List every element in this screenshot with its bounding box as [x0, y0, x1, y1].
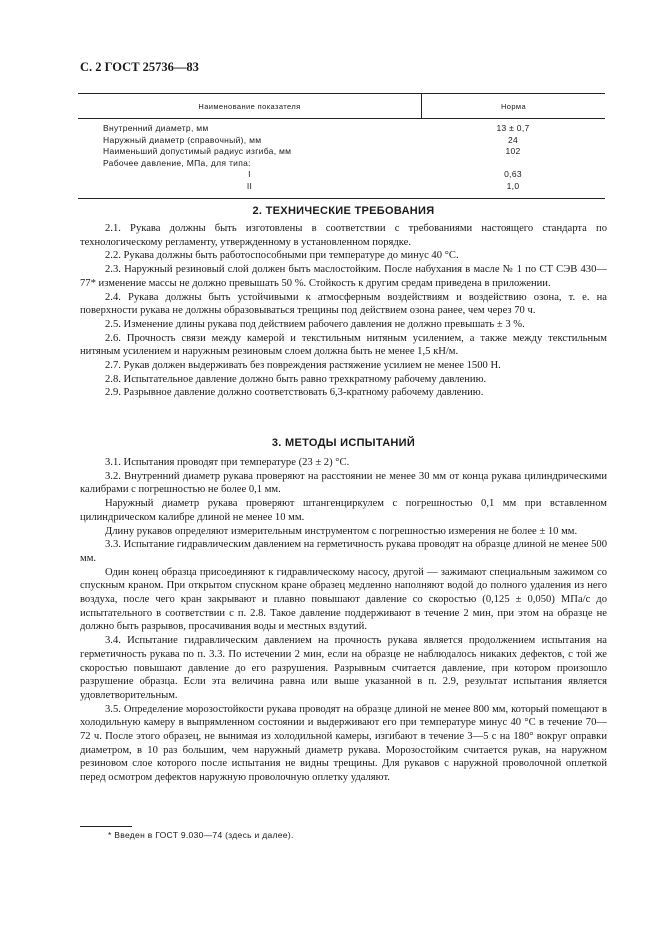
row-name: II: [246, 180, 253, 191]
table-row: [78, 169, 605, 181]
row-value: 0,63: [504, 169, 522, 179]
table-bottom-rule: [78, 198, 605, 199]
section-methods-body: [80, 456, 607, 785]
section-title-methods: 3. МЕТОДЫ ИСПЫТАНИЙ: [271, 437, 416, 449]
footnote: * Введен в ГОСТ 9.030—74 (здесь и далее).: [108, 830, 294, 840]
table-header-row: [78, 94, 605, 118]
paragraph: 2.1. Рукава должны быть изготовлены в соответствии с требованиями настоящего стандарта по технологическому регламенту, утвержденному в установленном порядке.: [80, 223, 607, 248]
paragraph: 2.2. Рукава должны быть работоспособными при температуре до минус 40 °С.: [105, 250, 459, 262]
row-value: 1,0: [506, 180, 520, 191]
paragraph: 3.4. Испытание гидравлическим давлением на прочность рукава является продолжением испытания на герметичность рукава по п. 3.3. По истечении 2 мин, если на образце не наблюдалось никаких дефектов, с той же скоростью повышают давление до его разрушения. Разрывным считается давление, при котором произошло разрушение образца. Если эта величина равна или выше указанной в п. 2.9, результат испытания является удовлетворительным.: [80, 635, 607, 701]
spec-table: [78, 93, 605, 199]
row-name: I: [248, 169, 251, 179]
row-value: 102: [505, 146, 521, 156]
table-body: [78, 119, 605, 198]
paragraph: Один конец образца присоединяют к гидравлическому насосу, другой — зажимают специальным зажимом со спускным краном. При открытом спускном кране образец медленно наполняют водой до полного удаления из него воздуха, после чего кран закрывают и плавно повышают давление со скоростью (0,125 ± 0,050) МПа/с до испытательного в соответствии с п. 2.8. Такое давление поддерживают в течение 2 мин, при этом на образце не должно быть разрывов, просачивания воды и местных вздутий.: [80, 566, 607, 633]
table-row: [78, 158, 605, 170]
paragraph: Наружный диаметр рукава проверяют штангенциркулем с погрешностью 0,1 мм при вставленном цилиндрическом калибре длиной не менее 10 мм.: [80, 498, 607, 523]
section-title-requirements: 2. ТЕХНИЧЕСКИЕ ТРЕБОВАНИЯ: [252, 205, 435, 217]
paragraph: 2.5. Изменение длины рукава под действием рабочего давления не должно превышать ± 3 %.: [105, 318, 525, 330]
row-name: Внутренний диаметр, мм: [103, 123, 209, 133]
paragraph: 3.3. Испытание гидравлическим давлением на герметичность рукава проводят на образце длиной не менее 500 мм.: [80, 539, 607, 564]
paragraph: 3.1. Испытания проводят при температуре (23 ± 2) °С.: [105, 457, 350, 468]
paragraph: 2.7. Рукав должен выдерживать без повреждения растяжение усилием не менее 1500 Н.: [105, 360, 501, 372]
row-name: Наружный диаметр (справочный), мм: [103, 134, 262, 145]
col-header-norm: Норма: [500, 101, 527, 111]
row-value: 13 ± 0,7: [496, 123, 530, 133]
paragraph: 2.4. Рукава должны быть устойчивыми к атмосферным воздействиям и воздействию озона, т. е. на поверхности рукава не должны образовываться трещины под действием озона ранее, чем через 70 ч.: [80, 291, 607, 317]
row-value: 24: [507, 134, 519, 145]
paragraph: 2.9. Разрывное давление должно соответствовать 6,3-кратному рабочему давлению.: [105, 387, 484, 399]
paragraph: 2.3. Наружный резиновый слой должен быть маслостойким. После набухания в масле № 1 по СТ СЭВ 430—77* изменение массы не должно превышать 50 %. Стойкость к другим средам приведена в приложении.: [80, 264, 607, 289]
table-row: [78, 181, 605, 193]
footnote-rule: [80, 826, 132, 827]
paragraph: 3.5. Определение морозостойкости рукава проводят на образце длиной не менее 800 мм, который помещают в холодильную камеру в выпрямленном состоянии и выдерживают его при температуре минус 40 °С в течение 70—72 ч. После этого образец, не вынимая из холодильной камеры, изгибают в течение 3—5 с на 180° вокруг оправки диаметром, в 10 раз большим, чем наружный диаметр рукава. Морозостойким считается рукав, на наружном резиновом слое которого после испытания не видны трещины. Для рукавов с наружной проволочной оплеткой перед осмотром дефектов наружную проволочную оплетку удаляют.: [80, 703, 607, 784]
table-row: [78, 135, 605, 147]
row-name: Рабочее давление, МПа, для типа:: [103, 157, 251, 168]
section-requirements-body: [80, 222, 607, 400]
page-header: С. 2 ГОСТ 25736—83: [80, 60, 199, 74]
paragraph: 3.2. Внутренний диаметр рукава проверяют на расстоянии не менее 30 мм от конца рукава цилиндрическими калибрами с погрешностью не более 0,1 мм.: [80, 470, 607, 496]
paragraph: 2.6. Прочность связи между камерой и текстильным нитяным усилением, а также между текстильным нитяным усилением и наружным резиновым слоем должна быть не менее 1,5 кН/м.: [80, 332, 607, 358]
paragraph: 2.8. Испытательное давление должно быть равно трехкратному рабочему давлению.: [105, 373, 487, 385]
row-name: Наименьший допустимый радиус изгиба, мм: [103, 146, 292, 156]
paragraph: Длину рукавов определяют измерительным инструментом с погрешностью измерения не более ± 10 мм.: [105, 525, 578, 537]
table-row: [78, 123, 605, 135]
col-header-name: Наименование показателя: [78, 94, 422, 118]
table-row: [78, 146, 605, 158]
row-value: [421, 158, 605, 170]
